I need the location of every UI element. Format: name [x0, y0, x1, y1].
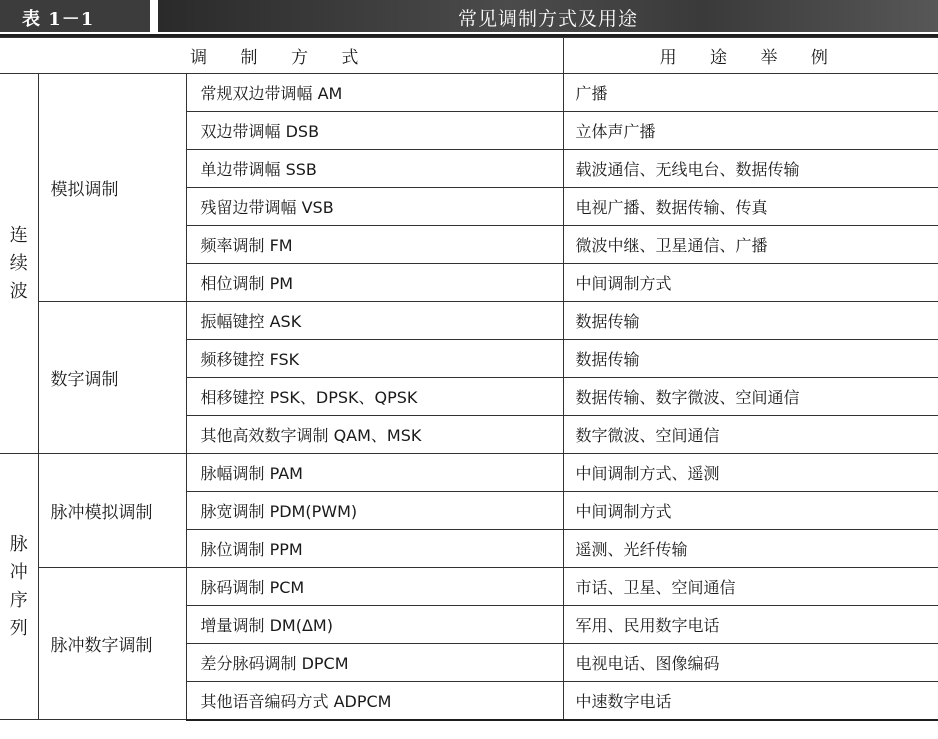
category-char: 列 [9, 617, 28, 639]
title-divider [150, 0, 158, 32]
usage-cell: 广播 [563, 74, 938, 112]
method-cell: 其他语音编码方式 ADPCM [186, 682, 563, 720]
usage-cell: 数字微波、空间通信 [563, 416, 938, 454]
header-method: 调 制 方 式 [0, 38, 563, 74]
method-cell: 脉位调制 PPM [186, 530, 563, 568]
header-row [0, 38, 938, 74]
method-cell: 单边带调幅 SSB [186, 150, 563, 188]
group-digital: 数字调制 [38, 302, 186, 454]
method-cell: 频率调制 FM [186, 226, 563, 264]
category-continuous-wave [0, 74, 38, 454]
usage-cell: 中间调制方式 [563, 492, 938, 530]
usage-cell: 中间调制方式、遥测 [563, 454, 938, 492]
usage-cell: 载波通信、无线电台、数据传输 [563, 150, 938, 188]
category-char: 冲 [9, 561, 28, 583]
method-cell: 振幅键控 ASK [186, 302, 563, 340]
usage-cell: 电视电话、图像编码 [563, 644, 938, 682]
group-pulse-analog: 脉冲模拟调制 [38, 454, 186, 568]
usage-cell: 中间调制方式 [563, 264, 938, 302]
header-usage: 用 途 举 例 [563, 38, 938, 74]
usage-cell: 数据传输 [563, 340, 938, 378]
category-pulse-sequence [0, 454, 38, 720]
category-char: 续 [9, 252, 28, 274]
table-label-tag [0, 0, 150, 32]
method-cell: 增量调制 DM(ΔM) [186, 606, 563, 644]
usage-cell: 电视广播、数据传输、传真 [563, 188, 938, 226]
usage-cell: 数据传输 [563, 302, 938, 340]
table-title-bar [0, 0, 938, 32]
table-row [0, 74, 938, 112]
table-title: 常见调制方式及用途 [457, 8, 638, 30]
group-analog: 模拟调制 [38, 74, 186, 302]
category-char: 波 [9, 280, 28, 302]
table-row [0, 454, 938, 492]
usage-cell: 立体声广播 [563, 112, 938, 150]
method-cell: 脉幅调制 PAM [186, 454, 563, 492]
usage-cell: 微波中继、卫星通信、广播 [563, 226, 938, 264]
method-cell: 相移键控 PSK、DPSK、QPSK [186, 378, 563, 416]
method-cell: 其他高效数字调制 QAM、MSK [186, 416, 563, 454]
category-char: 脉 [9, 533, 28, 555]
method-cell: 脉码调制 PCM [186, 568, 563, 606]
usage-cell: 市话、卫星、空间通信 [563, 568, 938, 606]
method-cell: 频移键控 FSK [186, 340, 563, 378]
title-band [158, 0, 938, 32]
method-cell: 相位调制 PM [186, 264, 563, 302]
usage-cell: 中速数字电话 [563, 682, 938, 720]
method-cell: 差分脉码调制 DPCM [186, 644, 563, 682]
usage-cell: 数据传输、数字微波、空间通信 [563, 378, 938, 416]
table-row [0, 568, 938, 606]
category-char: 连 [9, 224, 28, 246]
method-cell: 脉宽调制 PDM(PWM) [186, 492, 563, 530]
table-row [0, 302, 938, 340]
method-cell: 常规双边带调幅 AM [186, 74, 563, 112]
category-char: 序 [9, 589, 28, 611]
usage-cell: 遥测、光纤传输 [563, 530, 938, 568]
method-cell: 双边带调幅 DSB [186, 112, 563, 150]
method-cell: 残留边带调幅 VSB [186, 188, 563, 226]
modulation-table [0, 37, 938, 721]
group-pulse-digital: 脉冲数字调制 [38, 568, 186, 720]
usage-cell: 军用、民用数字电话 [563, 606, 938, 644]
table-label: 表 1－1 [22, 9, 95, 30]
